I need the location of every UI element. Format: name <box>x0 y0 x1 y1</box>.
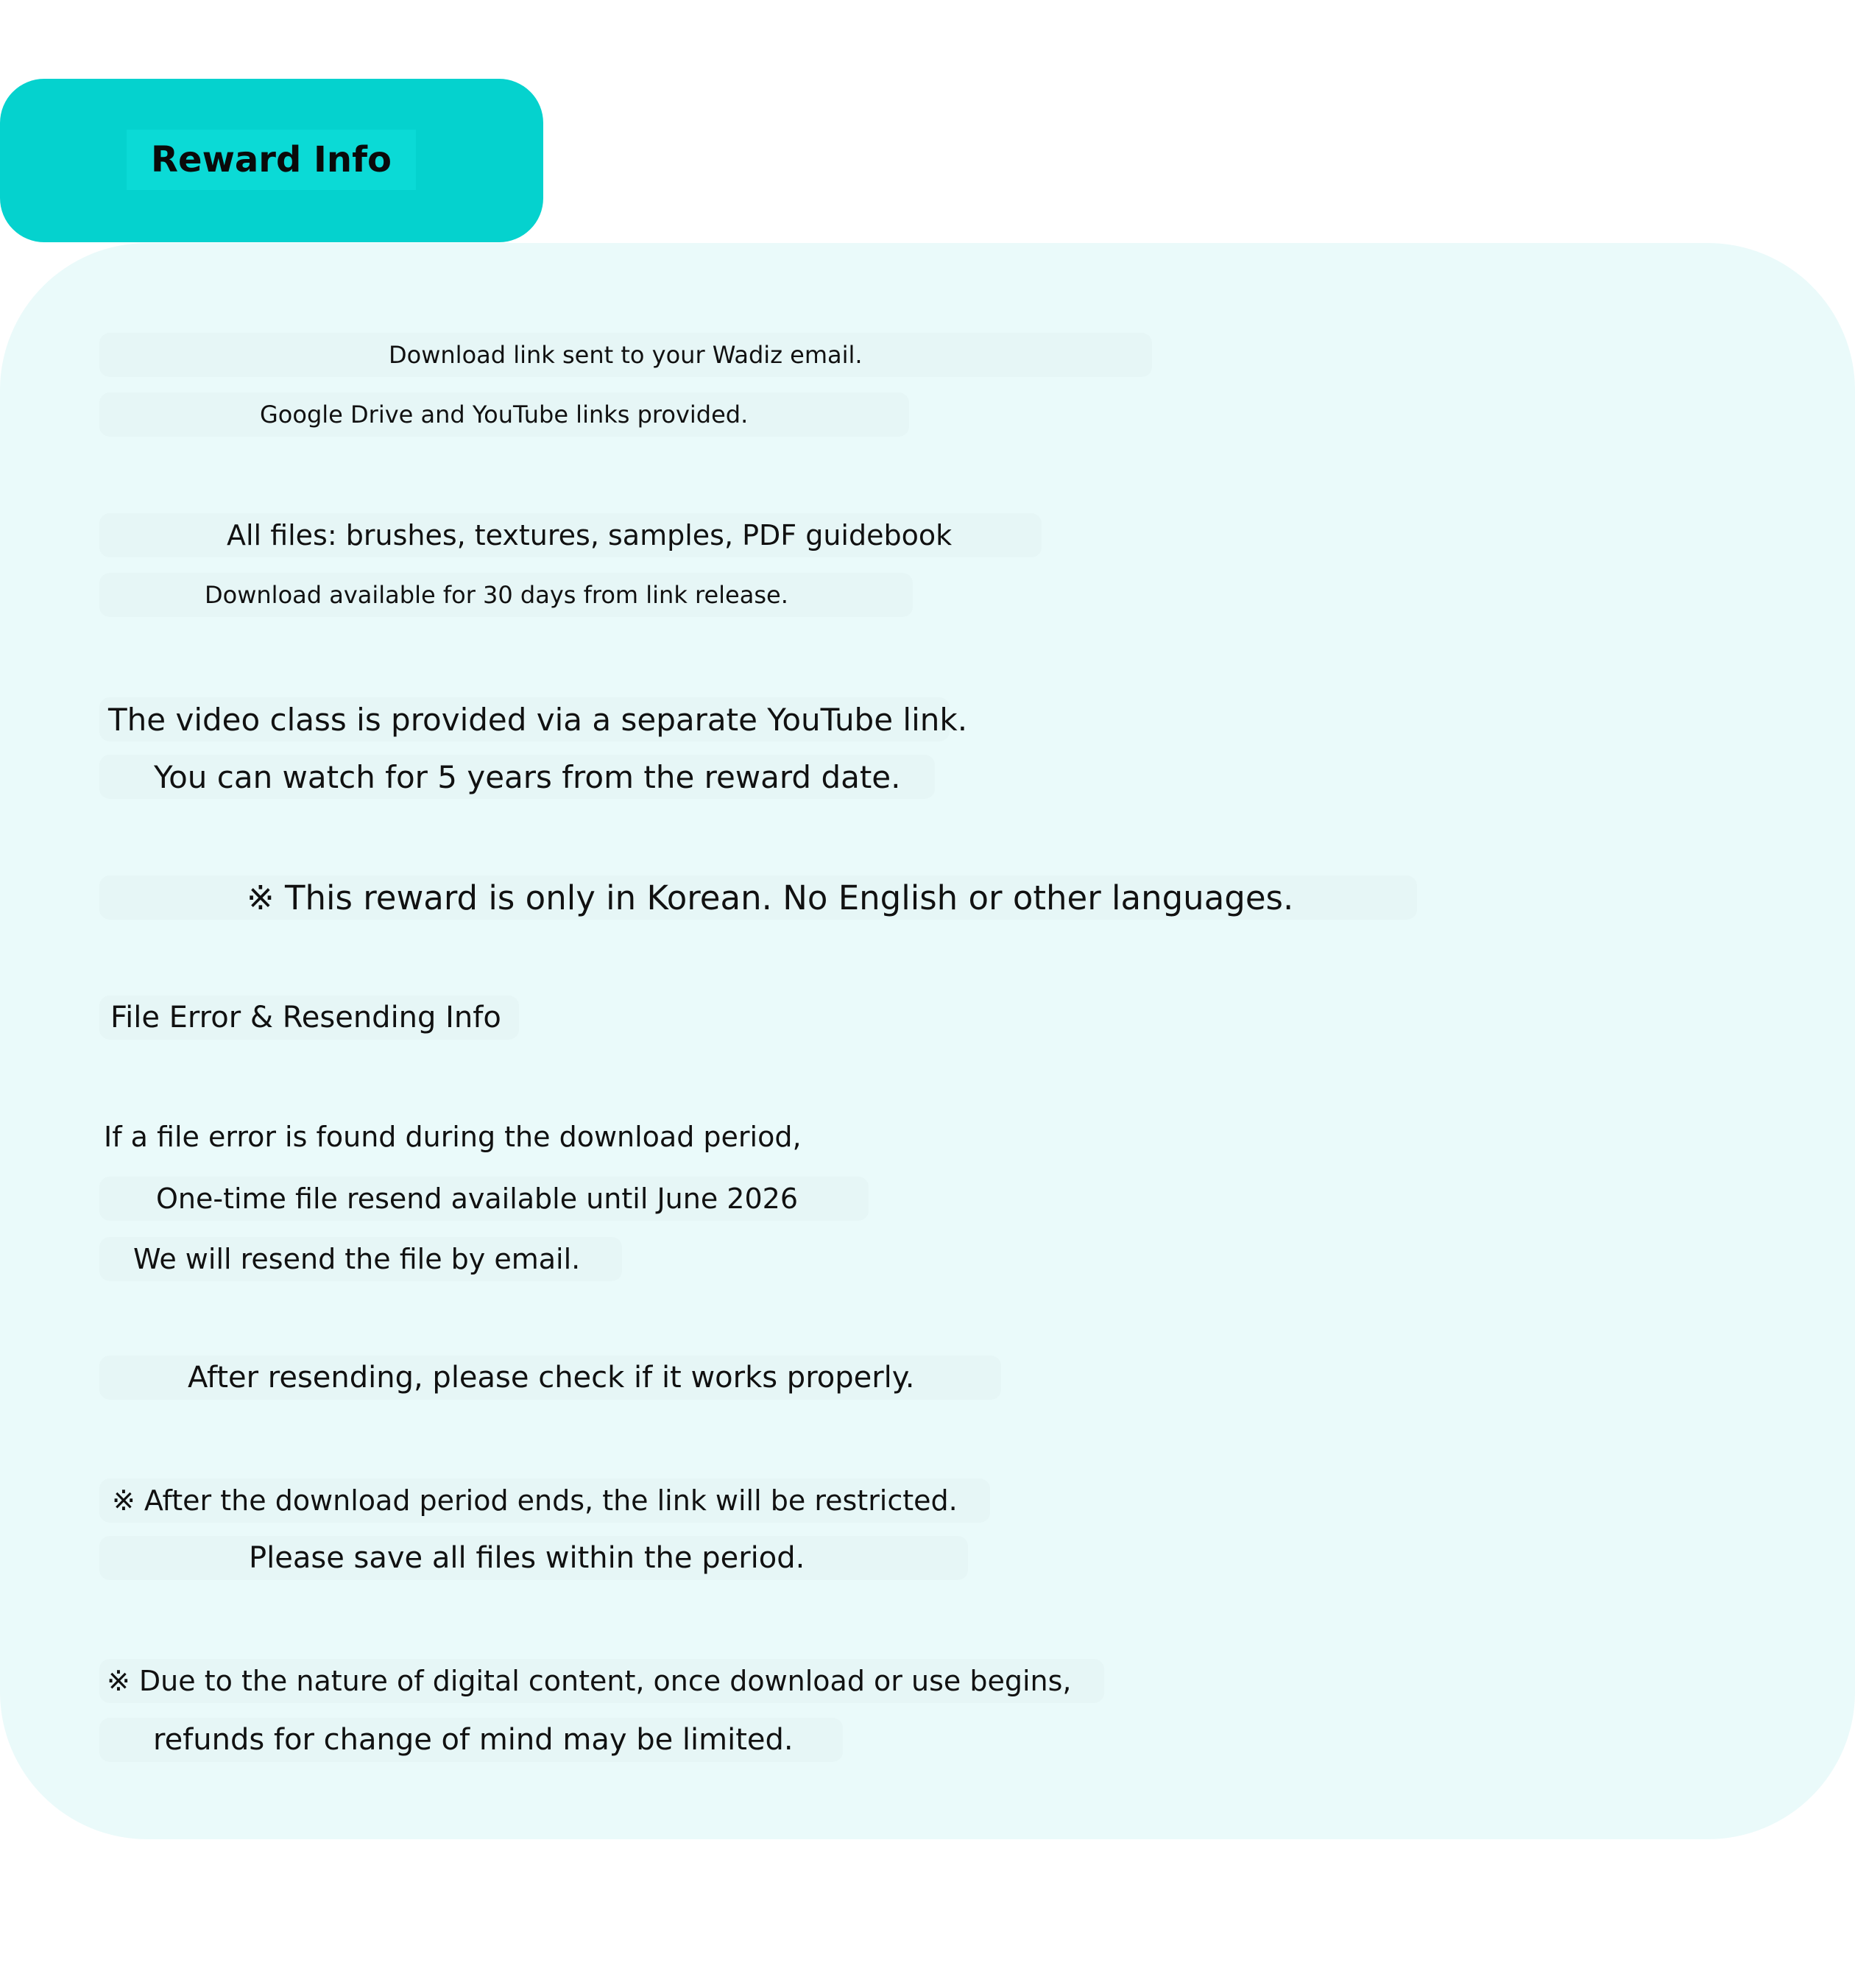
text-watch-period: You can watch for 5 years from the reward date. <box>99 755 935 799</box>
text-file-error: If a file error is found during the download period, <box>104 1121 802 1153</box>
text-download-period: Download available for 30 days from link release. <box>99 573 913 617</box>
text-digital-nature: ※ Due to the nature of digital content, once download or use begins, <box>99 1659 1104 1703</box>
text-link-restricted: ※ After the download period ends, the link will be restricted. <box>99 1478 990 1523</box>
text-resend-available: One-time file resend available until June 2026 <box>99 1177 869 1221</box>
text-links-provided: Google Drive and YouTube links provided. <box>99 392 909 437</box>
text-download-link: Download link sent to your Wadiz email. <box>99 333 1152 377</box>
text-korean-only: ※ This reward is only in Korean. No English or other languages. <box>99 875 1417 920</box>
section-title-file-error: File Error & Resending Info <box>99 995 519 1040</box>
tab-title: Reward Info <box>127 130 416 190</box>
text-check-after: After resending, please check if it works properly. <box>99 1356 1001 1400</box>
text-save-files: Please save all files within the period. <box>99 1536 968 1580</box>
text-resend-email: We will resend the file by email. <box>99 1237 622 1281</box>
text-video-class: The video class is provided via a separate YouTube link. <box>99 697 950 741</box>
text-all-files: All files: brushes, textures, samples, PDF guidebook <box>99 513 1042 557</box>
text-refund-limited: refunds for change of mind may be limited. <box>99 1718 843 1762</box>
content-panel <box>0 243 1855 1839</box>
